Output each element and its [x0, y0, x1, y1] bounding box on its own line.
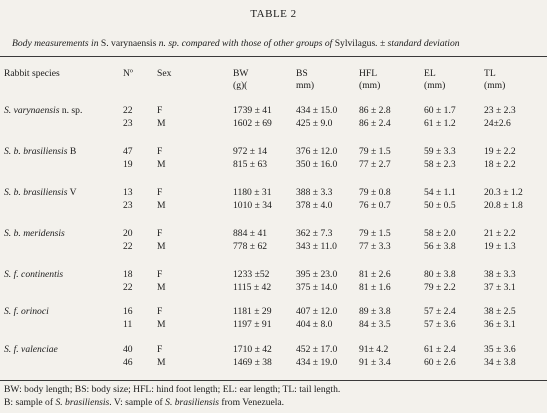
cell-bs: 378 ± 4.0	[296, 200, 333, 211]
header-species: Rabbit species	[4, 68, 60, 79]
species-name	[4, 104, 82, 117]
cell-hfl: 91± 4.2	[359, 344, 389, 355]
species-name-italic: S. b. brasiliensis	[4, 146, 68, 157]
cell-bs: 407 ± 12.0	[296, 306, 338, 317]
cell-hfl: 89 ± 3.8	[359, 306, 391, 317]
cell-bw: 884 ± 41	[233, 228, 268, 239]
cell-sex: F	[157, 228, 163, 239]
cell-bw: 778 ± 62	[233, 241, 268, 252]
cell-tl: 36 ± 3.1	[484, 319, 516, 330]
table-caption	[12, 38, 542, 49]
cell-el: 57 ± 2.4	[424, 306, 456, 317]
cell-tl: 38 ± 3.3	[484, 269, 516, 280]
cell-sex: M	[157, 241, 166, 252]
cell-n: 46	[123, 357, 133, 368]
cell-sex: M	[157, 319, 166, 330]
cell-bw: 815 ± 63	[233, 159, 268, 170]
cell-el: 61 ± 1.2	[424, 118, 456, 129]
header-tl-line1: TL	[484, 68, 496, 79]
header-tl	[484, 68, 505, 92]
cell-hfl: 86 ± 2.8	[359, 105, 391, 116]
species-name-italic: S. b. brasiliensis	[4, 187, 68, 198]
cell-sex: F	[157, 306, 163, 317]
cell-el: 60 ± 1.7	[424, 105, 456, 116]
footnote-samples-suffix: from Venezuela.	[219, 397, 285, 408]
footnote-samples	[4, 397, 544, 409]
header-hfl-line1: HFL	[359, 68, 378, 79]
cell-sex: M	[157, 118, 166, 129]
cell-sex: M	[157, 282, 166, 293]
cell-bw: 1469 ± 38	[233, 357, 272, 368]
cell-bs: 395 ± 23.0	[296, 269, 338, 280]
cell-bw: 1181 ± 29	[233, 306, 272, 317]
table-group	[0, 104, 547, 130]
header-hfl-line2: (mm)	[359, 80, 381, 91]
caption-genus: Sylvilagus	[334, 38, 376, 49]
cell-tl: 21 ± 2.2	[484, 228, 516, 239]
cell-el: 59 ± 3.3	[424, 146, 456, 157]
species-name	[4, 145, 76, 158]
cell-sex: M	[157, 159, 166, 170]
cell-sex: F	[157, 105, 163, 116]
table-group	[0, 268, 547, 294]
species-name	[4, 305, 49, 318]
header-el-line2: (mm)	[424, 80, 446, 91]
cell-el: 50 ± 0.5	[424, 200, 456, 211]
cell-n: 20	[123, 228, 133, 239]
header-el-line1: EL	[424, 68, 436, 79]
species-name	[4, 343, 58, 356]
cell-bs: 425 ± 9.0	[296, 118, 333, 129]
cell-tl: 24±2.6	[484, 118, 511, 129]
cell-bw: 1197 ± 91	[233, 319, 272, 330]
cell-hfl: 81 ± 2.6	[359, 269, 391, 280]
cell-bs: 350 ± 16.0	[296, 159, 338, 170]
cell-bs: 376 ± 12.0	[296, 146, 338, 157]
cell-hfl: 86 ± 2.4	[359, 118, 391, 129]
cell-n: 19	[123, 159, 133, 170]
cell-tl: 19 ± 1.3	[484, 241, 516, 252]
table-group	[0, 186, 547, 212]
cell-n: 23	[123, 118, 133, 129]
cell-bs: 434 ± 19.0	[296, 357, 338, 368]
cell-hfl: 79 ± 0.8	[359, 187, 391, 198]
species-name-suffix: B	[67, 146, 77, 157]
cell-sex: M	[157, 200, 166, 211]
cell-sex: M	[157, 357, 166, 368]
caption-middle: compared with those of other groups of	[179, 38, 335, 49]
cell-sex: F	[157, 187, 163, 198]
cell-tl: 23 ± 2.3	[484, 105, 516, 116]
cell-tl: 35 ± 3.6	[484, 344, 516, 355]
header-hfl	[359, 68, 380, 92]
cell-tl: 38 ± 2.5	[484, 306, 516, 317]
species-name	[4, 227, 65, 240]
species-name-italic: S. f. orinoci	[4, 306, 49, 317]
cell-hfl: 91 ± 3.4	[359, 357, 391, 368]
species-name-italic: S. f. continentis	[4, 269, 64, 280]
cell-bw: 1710 ± 42	[233, 344, 272, 355]
cell-el: 58 ± 2.3	[424, 159, 456, 170]
cell-hfl: 79 ± 1.5	[359, 146, 391, 157]
cell-n: 40	[123, 344, 133, 355]
cell-n: 47	[123, 146, 133, 157]
cell-bs: 452 ± 17.0	[296, 344, 338, 355]
footnote-samples-prefix: B: sample of	[4, 397, 56, 408]
header-sex: Sex	[157, 68, 172, 79]
caption-prefix: Body measurements in	[12, 38, 101, 49]
cell-el: 61 ± 2.4	[424, 344, 456, 355]
cell-bs: 388 ± 3.3	[296, 187, 333, 198]
cell-el: 58 ± 2.0	[424, 228, 456, 239]
cell-hfl: 79 ± 1.5	[359, 228, 391, 239]
table-group	[0, 305, 547, 331]
header-el	[424, 68, 445, 92]
cell-bw: 972 ± 14	[233, 146, 268, 157]
cell-el: 56 ± 3.8	[424, 241, 456, 252]
table-title: TABLE 2	[250, 8, 297, 20]
cell-tl: 18 ± 2.2	[484, 159, 516, 170]
cell-n: 23	[123, 200, 133, 211]
table-header	[0, 68, 547, 94]
header-bw	[233, 68, 248, 92]
cell-hfl: 77 ± 3.3	[359, 241, 391, 252]
cell-bs: 404 ± 8.0	[296, 319, 333, 330]
cell-el: 79 ± 2.2	[424, 282, 456, 293]
cell-bs: 434 ± 15.0	[296, 105, 338, 116]
cell-tl: 34 ± 3.8	[484, 357, 516, 368]
cell-n: 22	[123, 241, 133, 252]
cell-bw: 1233 ±52	[233, 269, 270, 280]
header-bs	[296, 68, 314, 92]
header-bw-line2: (g)(	[233, 80, 248, 91]
cell-el: 54 ± 1.1	[424, 187, 456, 198]
cell-hfl: 81 ± 1.6	[359, 282, 391, 293]
cell-el: 57 ± 3.6	[424, 319, 456, 330]
species-name-suffix: n. sp.	[59, 105, 83, 116]
cell-hfl: 76 ± 0.7	[359, 200, 391, 211]
cell-el: 80 ± 3.8	[424, 269, 456, 280]
footnote-species-1: S. brasiliensis	[55, 397, 110, 408]
table-group	[0, 145, 547, 171]
table-group	[0, 343, 547, 369]
species-name-suffix: V	[67, 187, 77, 198]
top-rule	[0, 56, 547, 57]
species-name-italic: S. varynaensis	[4, 105, 60, 116]
cell-n: 22	[123, 282, 133, 293]
cell-tl: 19 ± 2.2	[484, 146, 516, 157]
cell-bw: 1115 ± 42	[233, 282, 272, 293]
species-name-italic: S. b. meridensis	[4, 228, 65, 239]
species-name	[4, 268, 63, 281]
caption-nsp: n. sp.	[156, 38, 180, 49]
cell-hfl: 84 ± 3.5	[359, 319, 391, 330]
header-bw-line1: BW	[233, 68, 249, 79]
bottom-rule	[0, 380, 547, 381]
cell-tl: 20.8 ± 1.8	[484, 200, 523, 211]
cell-tl: 37 ± 3.1	[484, 282, 516, 293]
species-name-italic: S. f. valenciae	[4, 344, 58, 355]
caption-suffix: . ± standard deviation	[375, 38, 460, 49]
caption-species: S. varynaensis	[100, 38, 157, 49]
header-n: Nº	[123, 68, 133, 79]
cell-bs: 343 ± 11.0	[296, 241, 337, 252]
footnote-samples-middle: . V: sample of	[109, 397, 166, 408]
cell-hfl: 77 ± 2.7	[359, 159, 391, 170]
header-bs-line2: mm)	[296, 80, 315, 91]
cell-n: 13	[123, 187, 133, 198]
cell-bw: 1180 ± 31	[233, 187, 272, 198]
cell-n: 11	[123, 319, 133, 330]
cell-bw: 1739 ± 41	[233, 105, 272, 116]
cell-n: 16	[123, 306, 133, 317]
cell-sex: F	[157, 269, 163, 280]
cell-n: 22	[123, 105, 133, 116]
cell-el: 60 ± 2.6	[424, 357, 456, 368]
cell-sex: F	[157, 344, 163, 355]
header-tl-line2: (mm)	[484, 80, 506, 91]
cell-bw: 1602 ± 69	[233, 118, 272, 129]
species-name	[4, 186, 77, 199]
cell-n: 18	[123, 269, 133, 280]
footnote-abbreviations: BW: body length; BS: body size; HFL: hind foot length; EL: ear length; TL: tail length.	[4, 384, 341, 395]
footnote-species-2: S. brasiliensis	[165, 397, 219, 408]
cell-bs: 375 ± 14.0	[296, 282, 338, 293]
cell-tl: 20.3 ± 1.2	[484, 187, 523, 198]
cell-bs: 362 ± 7.3	[296, 228, 333, 239]
header-bs-line1: BS	[296, 68, 308, 79]
table-group	[0, 227, 547, 253]
cell-bw: 1010 ± 34	[233, 200, 272, 211]
cell-sex: F	[157, 146, 163, 157]
